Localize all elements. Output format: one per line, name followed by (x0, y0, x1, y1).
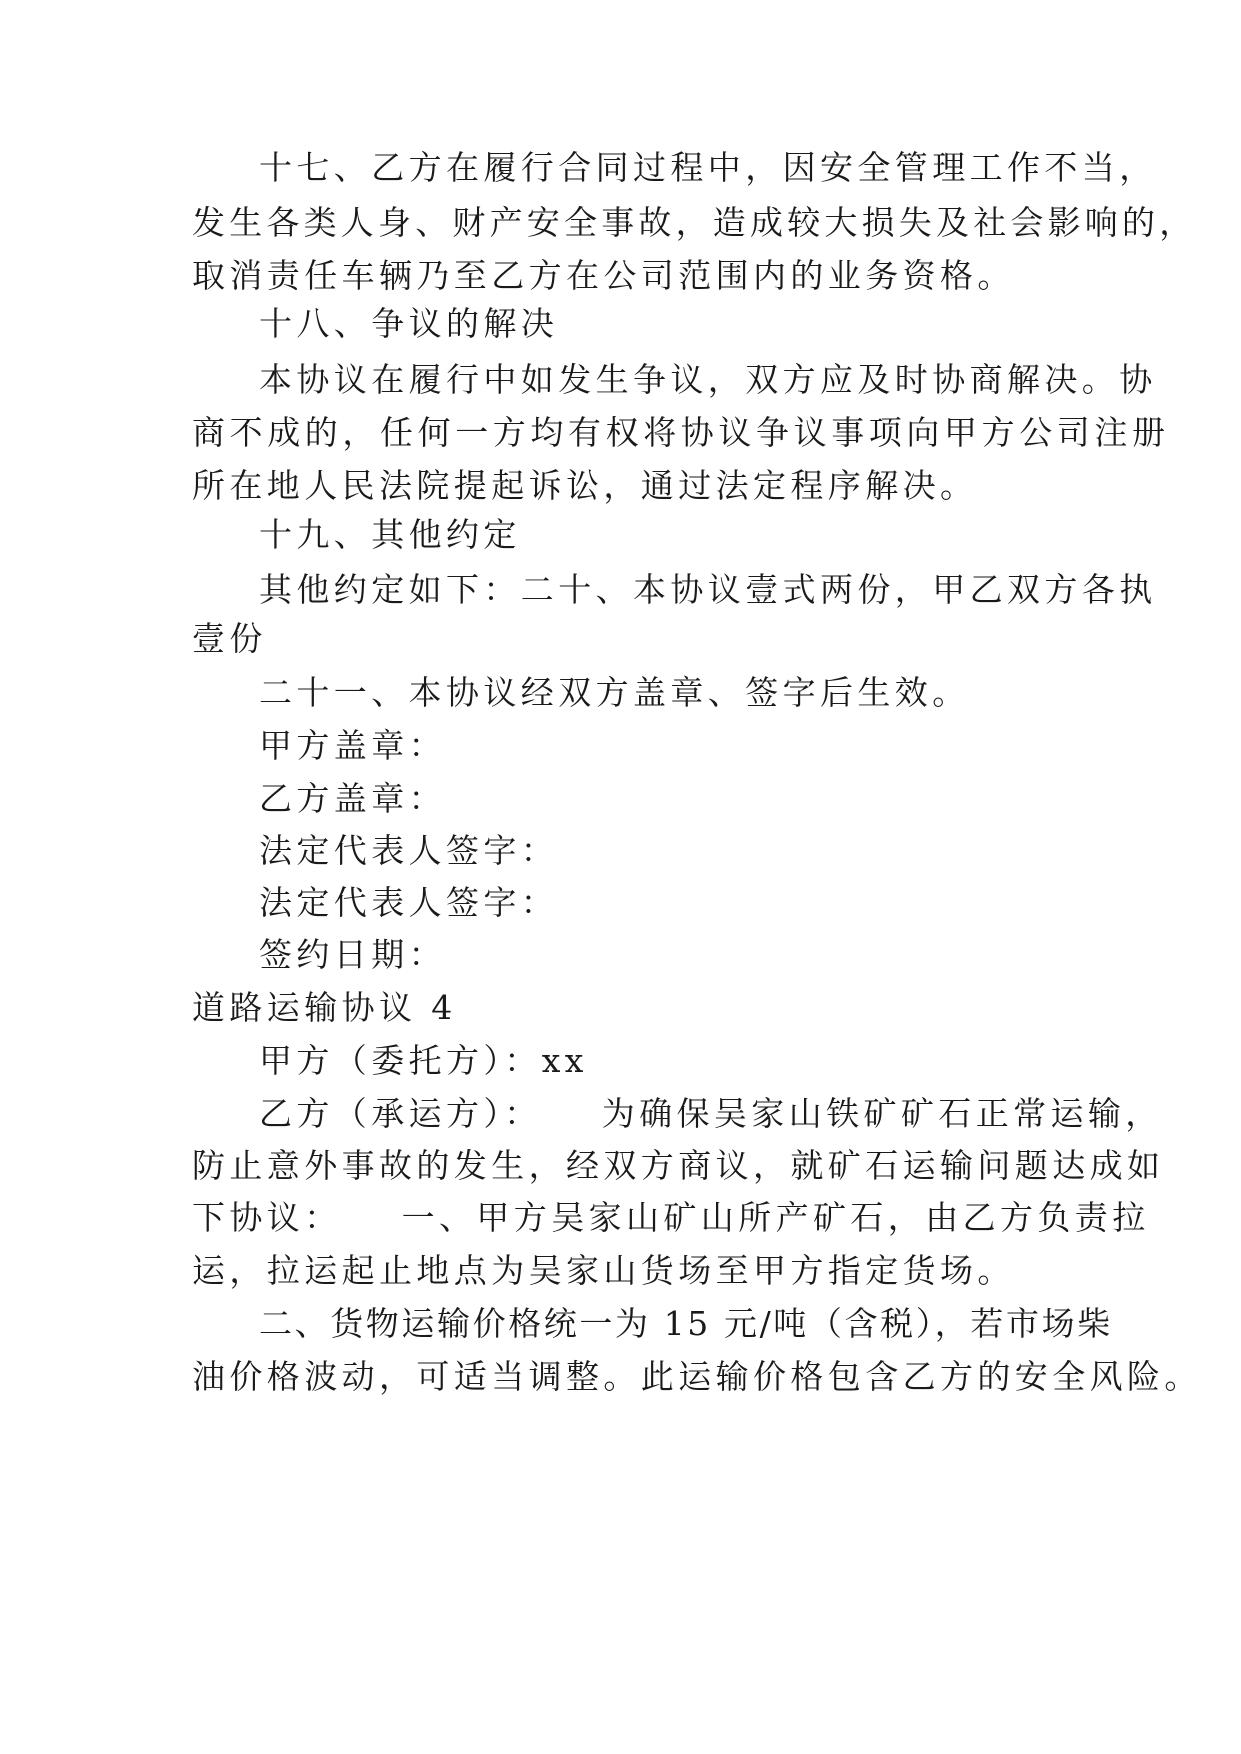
paragraph-line: 运，拉运起止地点为吴家山货场至甲方指定货场。 (192, 1251, 1015, 1290)
paragraph-line: 其他约定如下：二十、本协议壹式两份，甲乙双方各执 (259, 570, 1157, 609)
party-b-text: 为确保吴家山铁矿矿石正常运输， (601, 1094, 1163, 1133)
agreement-intro: 下协议： (192, 1198, 342, 1237)
document-title: 道路运输协议 4 (192, 988, 457, 1027)
paragraph-line: 十七、乙方在履行合同过程中，因安全管理工作不当， (259, 148, 1157, 187)
paragraph-line: 商不成的，任何一方均有权将协议争议事项向甲方公司注册 (192, 413, 1170, 452)
party-b-line (259, 1094, 1163, 1134)
signature-line-party-b-seal: 乙方盖章： (259, 779, 446, 818)
paragraph-line: 取消责任车辆乃至乙方在公司范围内的业务资格。 (192, 256, 1015, 295)
section-heading: 十八、争议的解决 (259, 304, 559, 343)
paragraph-line: 发生各类人身、财产安全事故，造成较大损失及社会影响的， (192, 203, 1197, 242)
paragraph-line: 壹份 (192, 619, 267, 658)
signature-line-legal-rep: 法定代表人签字： (259, 831, 559, 870)
section-heading: 十九、其他约定 (259, 515, 521, 554)
party-a-line: 甲方（委托方）：xx (259, 1041, 588, 1080)
paragraph-line: 油价格波动，可适当调整。此运输价格包含乙方的安全风险。 (192, 1357, 1202, 1396)
signature-line-date: 签约日期： (259, 935, 446, 974)
signature-line-party-a-seal: 甲方盖章： (259, 726, 446, 765)
paragraph-line: 本协议在履行中如发生争议，双方应及时协商解决。协 (259, 360, 1157, 399)
clause-one: 一、甲方吴家山矿山所产矿石，由乙方负责拉 (401, 1198, 1150, 1237)
signature-line-legal-rep: 法定代表人签字： (259, 883, 559, 922)
paragraph-line: 所在地人民法院提起诉讼，通过法定程序解决。 (192, 466, 978, 505)
paragraph-line: 防止意外事故的发生，经双方商议，就矿石运输问题达成如 (192, 1146, 1165, 1185)
party-b-label: 乙方（承运方）： (259, 1094, 542, 1133)
paragraph-line: 二、货物运输价格统一为 15 元/吨（含税），若市场柴 (259, 1304, 1113, 1343)
paragraph-line (192, 1198, 1150, 1238)
paragraph-line: 二十一、本协议经双方盖章、签字后生效。 (259, 673, 970, 712)
